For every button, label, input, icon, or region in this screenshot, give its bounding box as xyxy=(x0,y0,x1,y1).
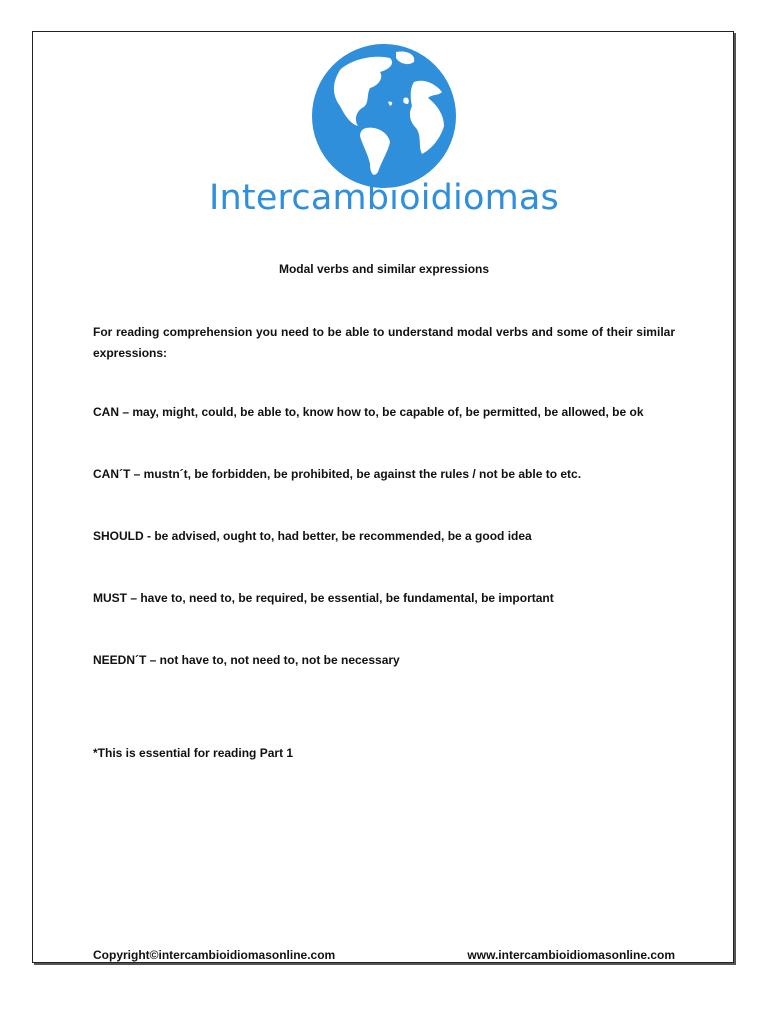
brand-name: Intercambioidiomas xyxy=(209,178,559,218)
document-title: Modal verbs and similar expressions xyxy=(278,262,490,276)
footer-website: www.intercambioidiomasonline.com xyxy=(467,948,675,962)
expression-can: CAN – may, might, could, be able to, know how to, be capable of, be permitted, be allowed, be ok xyxy=(93,405,644,419)
footer-copyright: Copyright©intercambioidiomasonline.com xyxy=(93,948,336,962)
expression-cant: CAN´T – mustn´t, be forbidden, be prohibited, be against the rules / not be able to etc. xyxy=(93,467,582,481)
note: *This is essential for reading Part 1 xyxy=(93,746,294,760)
expression-should: SHOULD - be advised, ought to, had better, be recommended, be a good idea xyxy=(93,529,532,543)
expression-neednt: NEEDN´T – not have to, not need to, not be necessary xyxy=(93,653,400,667)
intro-paragraph: For reading comprehension you need to be able to understand modal verbs and some of their similar expressions: xyxy=(93,325,675,360)
expression-must: MUST – have to, need to, be required, be essential, be fundamental, be important xyxy=(93,591,554,605)
globe-icon xyxy=(310,42,458,190)
